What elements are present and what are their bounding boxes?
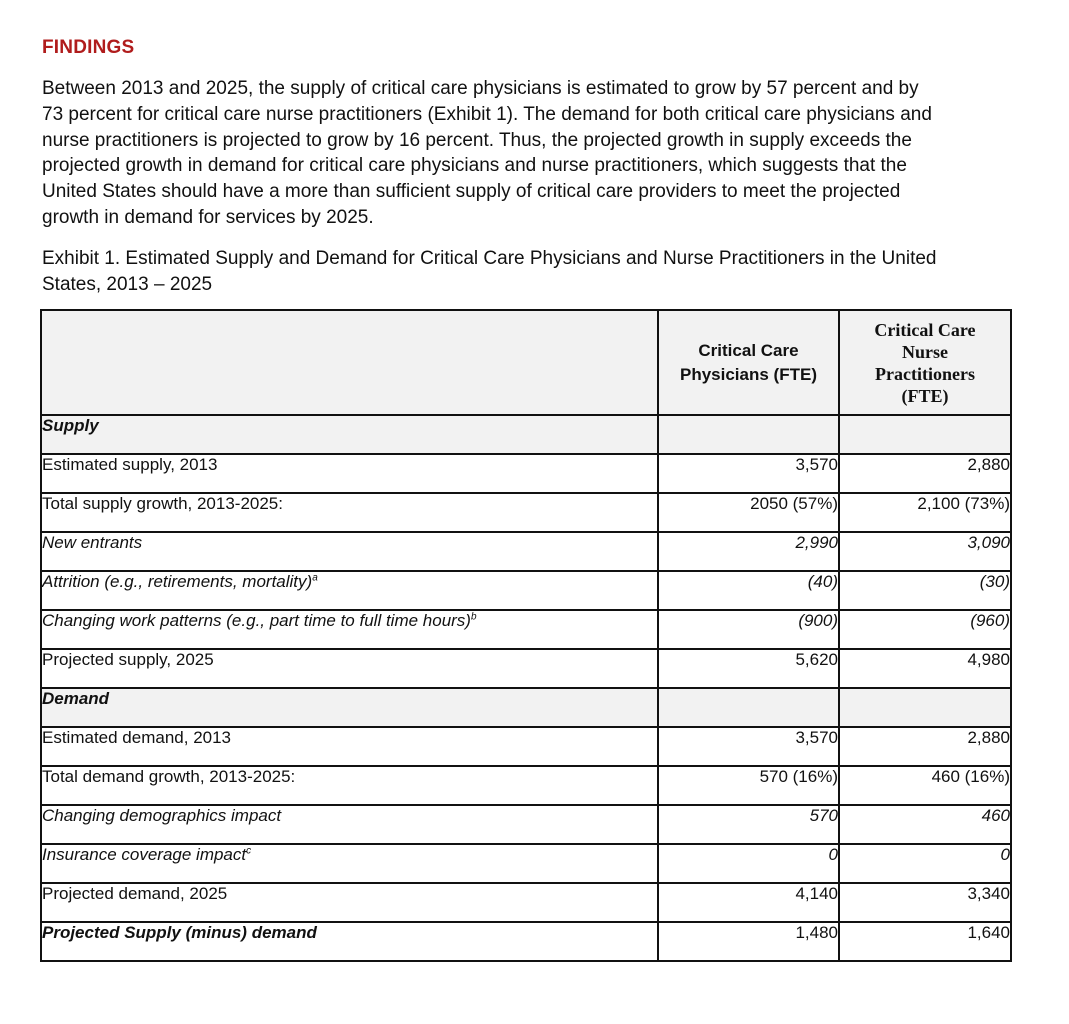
table-row-net-balance — [41, 922, 1011, 961]
exhibit-caption — [42, 246, 1022, 298]
np-value: 2,100 (73%) — [839, 493, 1011, 532]
row-label: New entrants — [41, 532, 658, 571]
np-value — [839, 415, 1011, 454]
header-physicians: Critical Care Physicians (FTE) — [658, 310, 839, 415]
footnote-marker: a — [312, 572, 318, 584]
footnote-marker: c — [246, 845, 252, 857]
row-label: Total supply growth, 2013-2025: — [41, 493, 658, 532]
table-row — [41, 532, 1011, 571]
row-label: Estimated demand, 2013 — [41, 727, 658, 766]
np-value: (30) — [839, 571, 1011, 610]
row-label: Changing demographics impact — [41, 805, 658, 844]
row-label: Changing work patterns (e.g., part time to full time hours)$^b$ — [41, 610, 658, 649]
np-value: 2,880 — [839, 454, 1011, 493]
caption-line: States, 2013 – 2025 — [42, 274, 213, 295]
paragraph-line: Between 2013 and 2025, the supply of critical care physicians is estimated to grow by 57 percent and by — [42, 78, 919, 99]
section-heading: FINDINGS — [42, 37, 135, 58]
header-empty-cell — [41, 310, 658, 415]
physicians-value: 0 — [658, 844, 839, 883]
physicians-value: 2,990 — [658, 532, 839, 571]
physicians-value: 570 (16%) — [658, 766, 839, 805]
physicians-value: 1,480 — [658, 922, 839, 961]
table-header-row — [41, 310, 1011, 415]
np-value: 460 (16%) — [839, 766, 1011, 805]
np-value — [839, 688, 1011, 727]
paragraph-line: nurse practitioners is projected to grow by 16 percent. Thus, the projected growth in supply exceeds the — [42, 129, 912, 151]
np-value: 1,640 — [839, 922, 1011, 961]
np-value: 4,980 — [839, 649, 1011, 688]
table-row-demand-section — [41, 688, 1011, 727]
physicians-value: 3,570 — [658, 454, 839, 493]
row-label: Projected supply, 2025 — [41, 649, 658, 688]
np-value: (960) — [839, 610, 1011, 649]
table-row — [41, 649, 1011, 688]
table-row — [41, 805, 1011, 844]
table-row — [41, 766, 1011, 805]
table-row — [41, 727, 1011, 766]
row-label: Attrition (e.g., retirements, mortality)$^a$ — [41, 571, 658, 610]
np-value: 2,880 — [839, 727, 1011, 766]
row-label: Insurance coverage impact$^c$ — [41, 844, 658, 883]
table-row — [41, 610, 1011, 649]
table-row — [41, 883, 1011, 922]
physicians-value: (40) — [658, 571, 839, 610]
np-value: 3,090 — [839, 532, 1011, 571]
table-row-supply-section — [41, 415, 1011, 454]
footnote-marker: b — [470, 611, 477, 623]
row-label: Projected demand, 2025 — [41, 883, 658, 922]
physicians-value: 5,620 — [658, 649, 839, 688]
table-row — [41, 571, 1011, 610]
row-label: Supply — [41, 415, 658, 454]
physicians-value: (900) — [658, 610, 839, 649]
header-nurse-practitioners: Critical Care Nurse Practitioners (FTE) — [839, 310, 1011, 415]
np-value: 460 — [839, 805, 1011, 844]
caption-line: Exhibit 1. Estimated Supply and Demand for Critical Care Physicians and Nurse Practitioners in the United — [42, 248, 937, 269]
physicians-value: 2050 (57%) — [658, 493, 839, 532]
row-label: Demand — [41, 688, 658, 727]
row-label: Projected Supply (minus) demand — [41, 922, 658, 961]
table-row — [41, 844, 1011, 883]
physicians-value: 4,140 — [658, 883, 839, 922]
np-value: 0 — [839, 844, 1011, 883]
physicians-value: 3,570 — [658, 727, 839, 766]
row-label: Total demand growth, 2013-2025: — [41, 766, 658, 805]
physicians-value: 570 — [658, 805, 839, 844]
paragraph-line: projected growth in demand for critical care physicians and nurse practitioners, which suggests that the — [42, 155, 907, 177]
physicians-value — [658, 688, 839, 727]
table-row — [41, 493, 1011, 532]
row-label: Estimated supply, 2013 — [41, 454, 658, 493]
table-row — [41, 454, 1011, 493]
physicians-value — [658, 415, 839, 454]
paragraph-line: 73 percent for critical care nurse practitioners (Exhibit 1). The demand for both critical care physicians and — [42, 103, 932, 125]
findings-paragraph — [42, 76, 1022, 231]
exhibit-table — [40, 309, 1012, 962]
paragraph-line: growth in demand for services by 2025. — [42, 206, 374, 228]
paragraph-line: United States should have a more than sufficient supply of critical care providers to meet the projected — [42, 181, 901, 203]
np-value: 3,340 — [839, 883, 1011, 922]
